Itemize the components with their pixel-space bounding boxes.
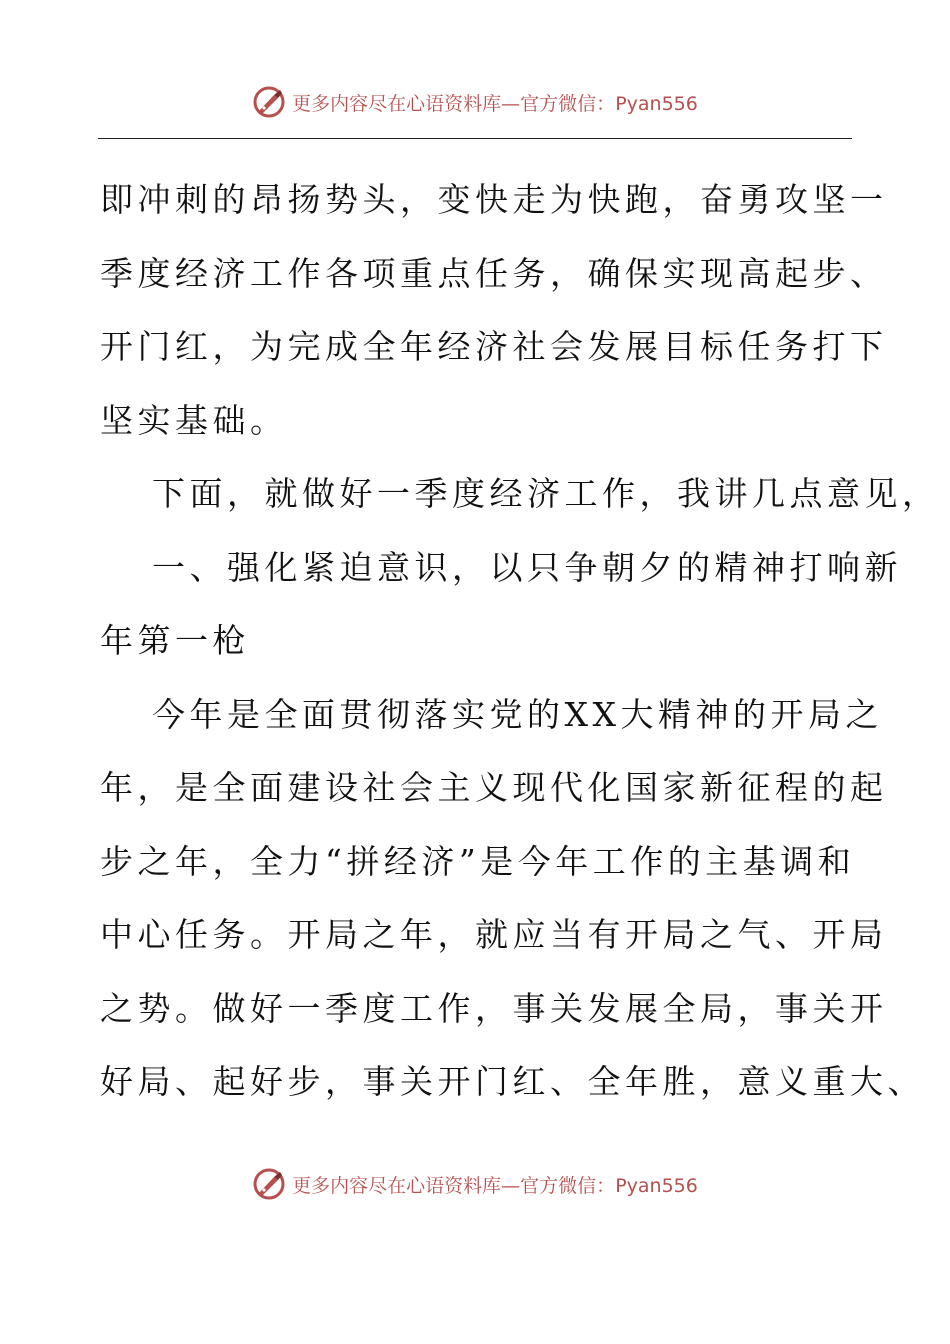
body-line: 开门红，为完成全年经济社会发展目标任务打下 bbox=[100, 327, 888, 366]
header-watermark-text bbox=[292, 89, 698, 116]
pen-nib-logo-icon bbox=[252, 85, 286, 119]
body-line: 中心任务。开局之年，就应当有开局之气、开局 bbox=[100, 915, 888, 954]
body-line: 下面，就做好一季度经济工作，我讲几点意见， bbox=[152, 474, 940, 513]
footer-wechat-id: Pyan556 bbox=[615, 1174, 698, 1197]
section-heading-continued: 年第一枪 bbox=[100, 621, 250, 660]
body-line: 步之年，全力“拼经济”是今年工作的主基调和 bbox=[100, 841, 856, 881]
header-dash: — bbox=[501, 92, 521, 115]
footer-watermark-text bbox=[292, 1171, 698, 1198]
body-line: 即冲刺的昂扬势头，变快走为快跑，奋勇攻坚一 bbox=[100, 180, 888, 219]
header-suffix: 官方微信： bbox=[520, 92, 616, 115]
footer-suffix: 官方微信： bbox=[520, 1174, 616, 1197]
document-body bbox=[100, 168, 940, 1124]
body-line: 今年是全面贯彻落实党的XX大精神的开局之 bbox=[152, 694, 883, 734]
header-prefix: 更多内容尽在心语资料库 bbox=[292, 92, 502, 115]
body-line: 年，是全面建设社会主义现代化国家新征程的起 bbox=[100, 768, 888, 807]
footer-banner bbox=[0, 1164, 950, 1204]
body-line: 之势。做好一季度工作，事关发展全局，事关开 bbox=[100, 988, 888, 1028]
pen-nib-logo-icon bbox=[252, 1167, 286, 1201]
body-line: 好局、起好步，事关开门红、全年胜，意义重大、 bbox=[100, 1062, 925, 1101]
footer-dash: — bbox=[501, 1174, 521, 1197]
body-line: 季度经济工作各项重点任务，确保实现高起步、 bbox=[100, 253, 888, 293]
section-heading: 一、强化紧迫意识，以只争朝夕的精神打响新 bbox=[152, 547, 902, 587]
header-wechat-id: Pyan556 bbox=[615, 92, 698, 115]
header-banner bbox=[0, 82, 950, 122]
header-divider bbox=[98, 138, 852, 139]
footer-prefix: 更多内容尽在心语资料库 bbox=[292, 1174, 502, 1197]
body-line: 坚实基础。 bbox=[100, 400, 288, 440]
